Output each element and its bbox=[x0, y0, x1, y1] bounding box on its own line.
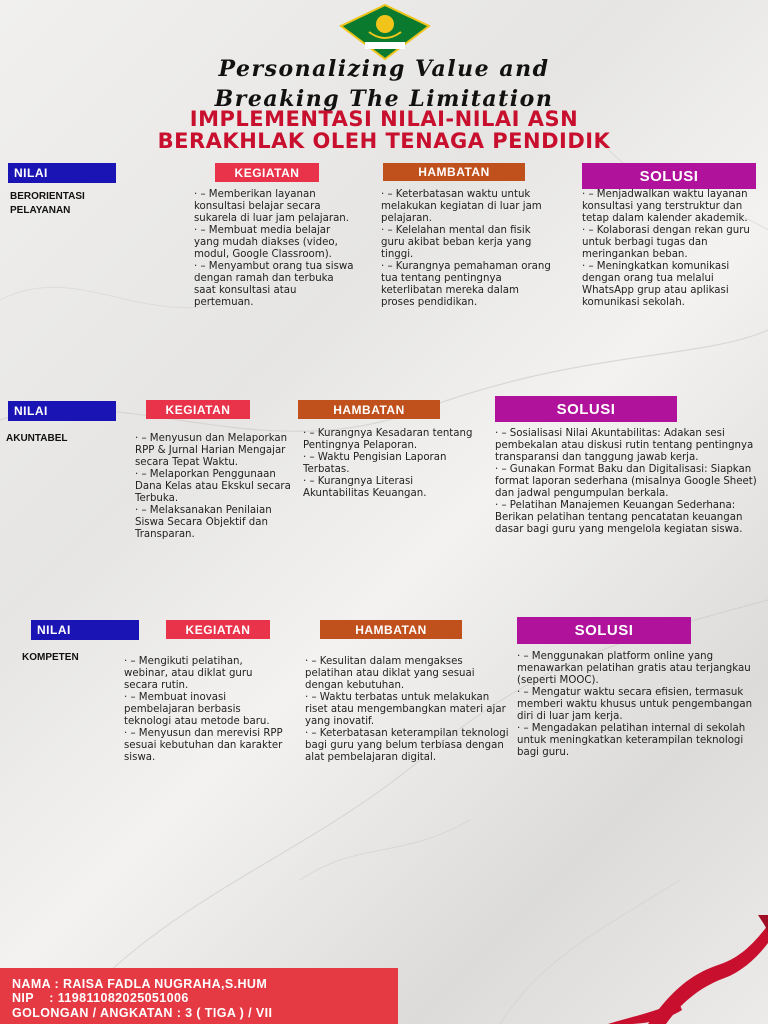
kegiatan-text: · – Mengikuti pelatihan, webinar, atau diklat guru secara rutin. · – Membuat inovasi pembelajaran berbasis teknologi atau metode baru. · – Menyusun dan merevisi RPP sesuai kebutuhan dan karakter siswa. bbox=[124, 656, 283, 763]
kegiatan-label: KEGIATAN bbox=[146, 400, 250, 419]
nilai-label: NILAI bbox=[8, 163, 116, 183]
nilai-name: BERORIENTASI PELAYANAN bbox=[10, 191, 85, 216]
title-line-1: Personalizing Value and bbox=[218, 56, 550, 82]
nama-text: NAMA : RAISA FADLA NUGRAHA,S.HUM bbox=[12, 977, 268, 991]
solusi-text: · – Sosialisasi Nilai Akuntabilitas: Adakan sesi pembekalan atau diskusi rutin tentang pentingnya transparansi dan tanggung jawab kerja. · – Gunakan Format Baku dan Digitalisasi: Siapkan format laporan sederhana (misalnya Google Sheet) dan jadwal pengumpulan berkala. · – Pelatihan Manajemen Keuangan Sederhana: Berikan pelatihan tentang pencatatan keuangan dasar bagi guru yang mengelola kegiatan siswa. bbox=[495, 428, 757, 535]
solusi-label: SOLUSI bbox=[517, 617, 691, 644]
hambatan-text: · – Keterbatasan waktu untuk melakukan kegiatan di luar jam pelajaran. · – Kelelahan mental dan fisik guru akibat beban kerja yang tinggi. · – Kurangnya pemahaman orang tua tentang pentingnya keterlibatan mereka dalam proses pendidikan. bbox=[381, 189, 551, 308]
solusi-text: · – Menjadwalkan waktu layanan konsultasi yang terstruktur dan tetap dalam kalender akademik. · – Kolaborasi dengan rekan guru untuk berbagi tugas dan meringankan beban. · – Meningkatkan komunikasi dengan orang tua melalui WhatsApp grup atau aplikasi komunikasi sekolah. bbox=[582, 189, 750, 308]
nilai-label: NILAI bbox=[8, 401, 116, 421]
nilai-label: NILAI bbox=[31, 620, 139, 640]
kegiatan-text: · – Memberikan layanan konsultasi belajar secara sukarela di luar jam pelajaran. · – Membuat media belajar yang mudah diakses (video, modul, Google Classroom). · – Menyambut orang tua siswa dengan ramah dan terbuka saat konsultasi atau pertemuan. bbox=[194, 189, 354, 308]
nip-text: NIP : 119811082025051006 bbox=[12, 991, 189, 1005]
golongan-text: GOLONGAN / ANGKATAN : 3 ( TIGA ) / VII bbox=[12, 1006, 273, 1020]
hambatan-label: HAMBATAN bbox=[298, 400, 440, 419]
kegiatan-label: KEGIATAN bbox=[215, 163, 319, 182]
identity-footer bbox=[0, 968, 398, 1024]
hambatan-text: · – Kurangnya Kesadaran tentang Pentingnya Pelaporan. · – Waktu Pengisian Laporan Terbatas. · – Kurangnya Literasi Akuntabilitas Keuangan. bbox=[303, 428, 473, 499]
solusi-text: · – Menggunakan platform online yang menawarkan pelatihan gratis atau terjangkau (seperti MOOC). · – Mengatur waktu secara efisien, termasuk memberi waktu khusus untuk pengembangan diri di luar jam kerja. · – Mengadakan pelatihan internal di sekolah untuk meningkatkan keterampilan teknologi bagi guru. bbox=[517, 651, 753, 758]
flag-ribbon bbox=[608, 915, 768, 1024]
hambatan-text: · – Kesulitan dalam mengakses pelatihan atau diklat yang sesuai dengan kebutuhan. · – Waktu terbatas untuk melakukan riset atau mengembangkan materi ajar yang inovatif. · – Keterbatasan keterampilan teknologi bagi guru yang belum terbiasa dengan alat pembelajaran digital. bbox=[305, 656, 509, 763]
hambatan-label: HAMBATAN bbox=[320, 620, 462, 639]
title-line-2: Breaking The Limitation bbox=[214, 86, 554, 112]
solusi-label: SOLUSI bbox=[582, 163, 756, 189]
kegiatan-text: · – Menyusun dan Melaporkan RPP & Jurnal Harian Mengajar secara Tepat Waktu. · – Melaporkan Penggunaan Dana Kelas atau Ekskul secara Terbuka. · – Melaksanakan Penilaian Siswa Secara Objektif dan Transparan. bbox=[135, 433, 291, 540]
nilai-name: AKUNTABEL bbox=[6, 433, 68, 444]
kemenag-logo bbox=[339, 4, 431, 60]
solusi-label: SOLUSI bbox=[495, 396, 677, 422]
kegiatan-label: KEGIATAN bbox=[166, 620, 270, 639]
subtitle-line-2: BERAKHLAK OLEH TENAGA PENDIDIK bbox=[157, 129, 611, 153]
nilai-name: KOMPETEN bbox=[22, 652, 79, 663]
subtitle-line-1: IMPLEMENTASI NILAI-NILAI ASN bbox=[189, 107, 579, 131]
hambatan-label: HAMBATAN bbox=[383, 163, 525, 181]
